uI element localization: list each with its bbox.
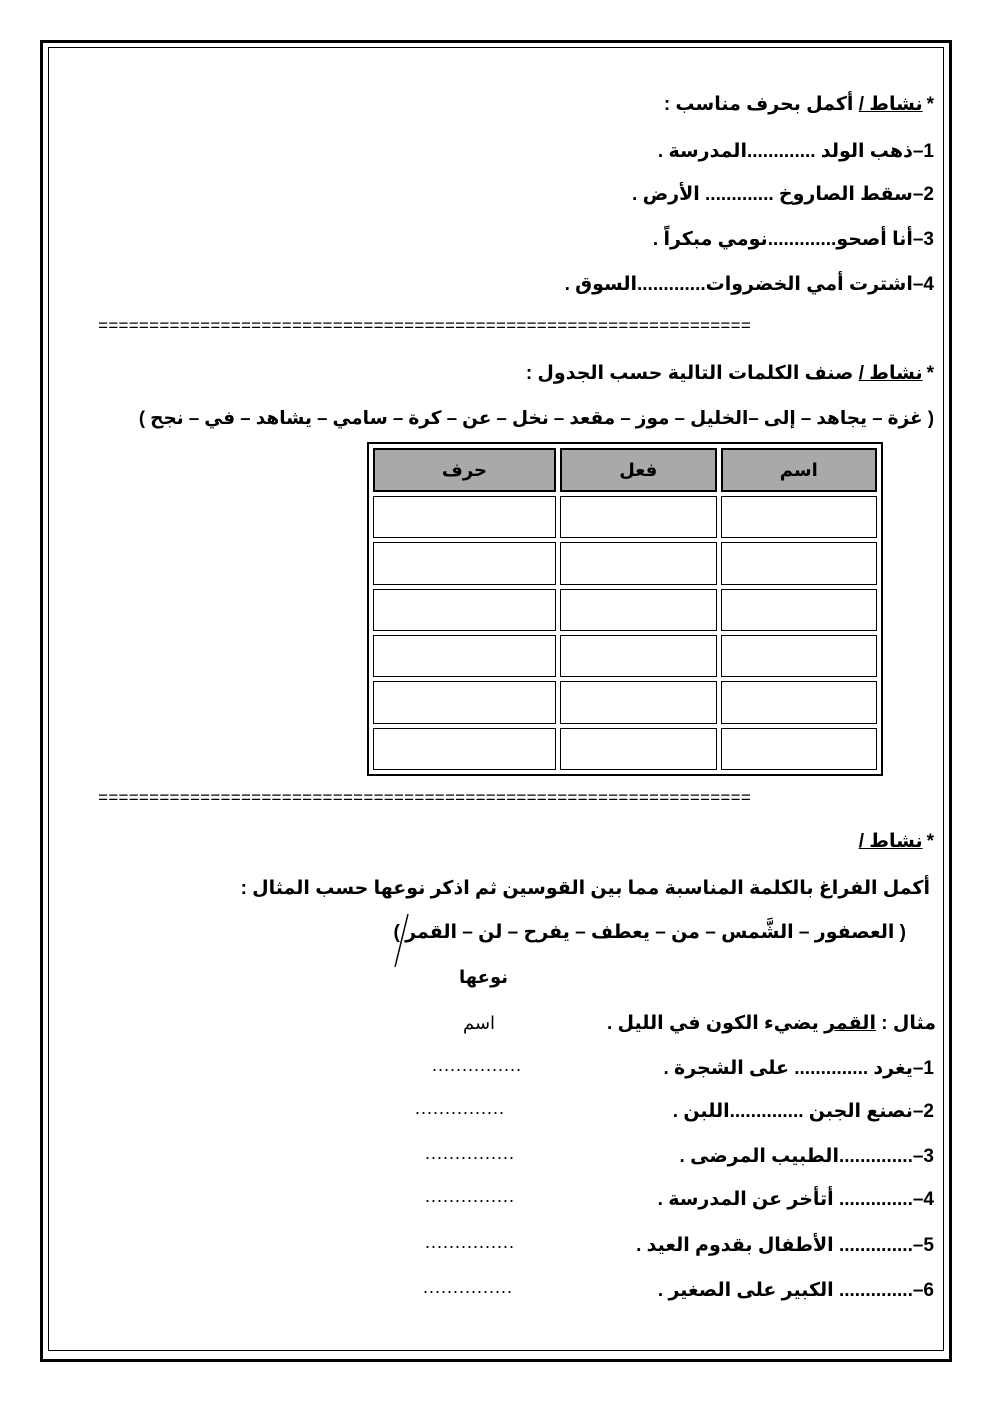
table-cell[interactable] <box>560 496 717 538</box>
answer-blank[interactable]: ............... <box>425 1186 516 1206</box>
section-separator: ================================================================ <box>98 792 751 808</box>
activity1-item-4: 4–اشترت أمي الخضروات.............السوق . <box>564 274 934 295</box>
table-cell[interactable] <box>560 728 717 770</box>
table-cell[interactable] <box>373 542 556 584</box>
table-cell[interactable] <box>560 589 717 631</box>
heading-label: نشاط / <box>858 831 923 852</box>
table-cell[interactable] <box>721 635 878 677</box>
answer-blank[interactable]: ............... <box>425 1232 516 1252</box>
table-row <box>373 635 877 677</box>
answer-blank[interactable]: ............... <box>432 1055 523 1075</box>
table-cell[interactable] <box>373 681 556 723</box>
answer-blank[interactable]: ............... <box>425 1143 516 1163</box>
table-row <box>373 681 877 723</box>
example-prefix: مثال : <box>881 1013 936 1034</box>
example-word: القمر <box>824 1013 876 1034</box>
activity3-item-4: 4–.............. أتأخر عن المدرسة . <box>657 1189 934 1210</box>
table-row <box>373 589 877 631</box>
table-cell[interactable] <box>721 496 878 538</box>
example-rest: يضيء الكون في الليل . <box>607 1013 819 1034</box>
type-column-label: نوعها <box>459 967 508 987</box>
activity1-heading <box>664 93 934 117</box>
table-cell[interactable] <box>373 589 556 631</box>
table-cell[interactable] <box>373 635 556 677</box>
activity2-instruction: صنف الكلمات التالية حسب الجدول : <box>525 363 854 384</box>
table-cell[interactable] <box>373 496 556 538</box>
activity1-item-3: 3–أنا أصحو.............نومي مبكراً . <box>652 229 934 250</box>
answer-blank[interactable]: ............... <box>423 1277 514 1297</box>
strike-slash-icon <box>390 912 412 970</box>
column-header-noun: اسم <box>721 448 878 492</box>
classification-table <box>367 442 883 776</box>
heading-label: نشاط / <box>858 94 923 115</box>
section-separator: ================================================================ <box>98 320 751 336</box>
table-row <box>373 542 877 584</box>
activity1-item-2: 2–سقط الصاروخ ............. الأرض . <box>632 184 934 205</box>
activity3-item-6: 6–.............. الكبير على الصغير . <box>657 1280 934 1301</box>
table-row <box>373 496 877 538</box>
heading-star: * <box>926 363 934 384</box>
table-cell[interactable] <box>721 542 878 584</box>
heading-star: * <box>926 831 934 852</box>
choices-list: ( العصفور – الشَّمس – من – يعطف – يفرح – لن – القمر ) <box>393 922 906 943</box>
table-cell[interactable] <box>560 681 717 723</box>
column-header-particle: حرف <box>373 448 556 492</box>
word-bank: ( غزة – يجاهد – إلى –الخليل – موز – مقعد – نخل – عن – كرة – سامي – يشاهد – في – نجح ) <box>138 407 934 428</box>
activity3-item-5: 5–.............. الأطفال بقدوم العيد . <box>636 1235 934 1256</box>
activity3-item-3: 3–..............الطبيب المرضى . <box>679 1146 934 1167</box>
heading-label: نشاط / <box>858 363 923 384</box>
table-row <box>373 728 877 770</box>
activity3-instruction: أكمل الفراغ بالكلمة المناسبة مما بين القوسين ثم اذكر نوعها حسب المثال : <box>240 878 930 899</box>
heading-star: * <box>926 94 934 115</box>
activity1-item-1: 1–ذهب الولد .............المدرسة . <box>657 141 934 162</box>
activity2-heading <box>526 362 934 386</box>
column-header-verb: فعل <box>560 448 717 492</box>
activity3-heading <box>859 830 934 854</box>
table-cell[interactable] <box>721 728 878 770</box>
table-cell[interactable] <box>560 635 717 677</box>
activity3-item-2: 2–نصنع الجبن ..............اللبن . <box>672 1101 934 1122</box>
table-cell[interactable] <box>560 542 717 584</box>
answer-blank[interactable]: ............... <box>415 1098 506 1118</box>
table-cell[interactable] <box>721 589 878 631</box>
activity3-item-1: 1–يغرد .............. على الشجرة . <box>663 1058 934 1079</box>
activity1-instruction: أكمل بحرف مناسب : <box>663 94 854 115</box>
example-type: اسم <box>463 1013 496 1033</box>
example-sentence <box>607 1012 936 1036</box>
table-cell[interactable] <box>373 728 556 770</box>
table-cell[interactable] <box>721 681 878 723</box>
